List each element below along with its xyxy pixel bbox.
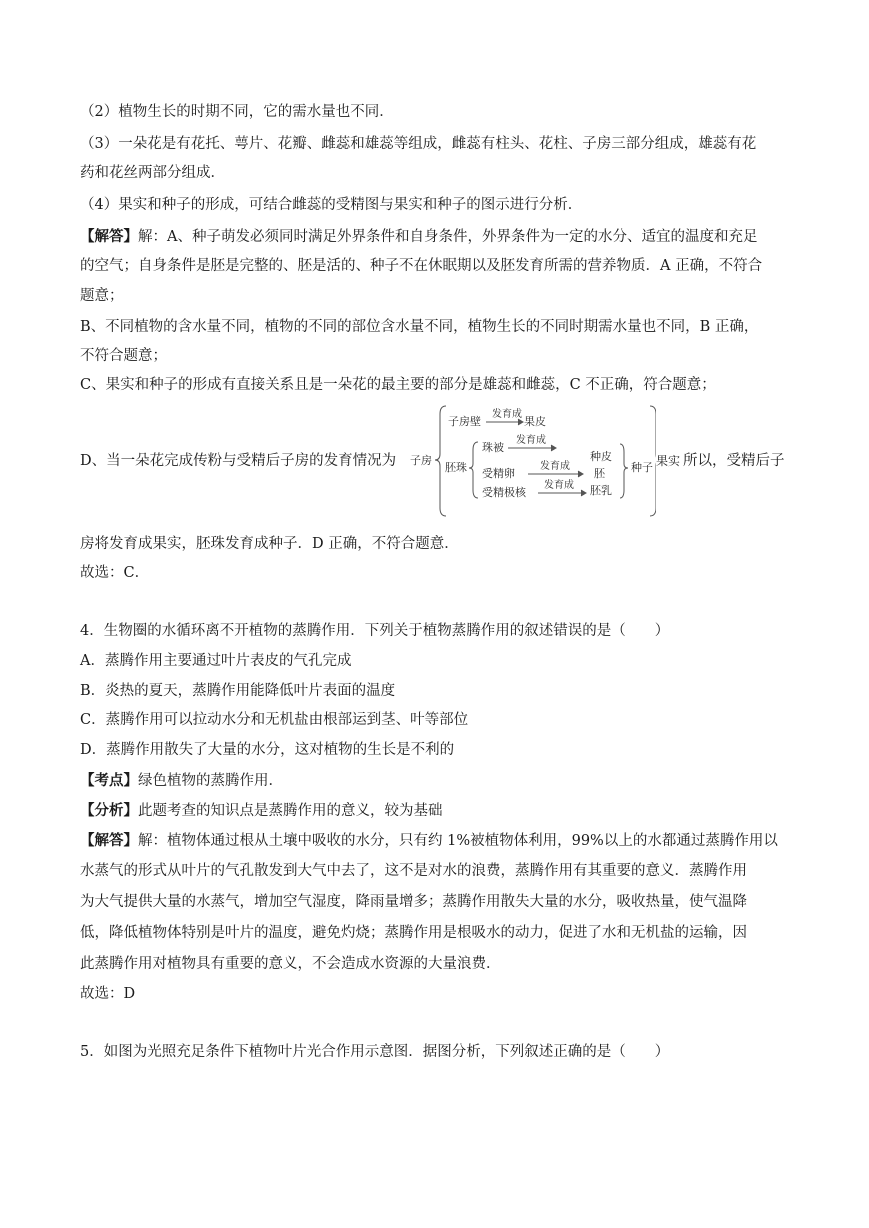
- label-pericarp: 果皮: [524, 415, 546, 428]
- question-4-option-c: C．蒸腾作用可以拉动水分和无机盐由根部运到茎、叶等部位: [80, 712, 469, 728]
- label-fertilized-egg: 受精卵: [482, 467, 515, 480]
- text-line: 故选：C．: [80, 565, 150, 581]
- text-line: 题意；: [80, 288, 124, 304]
- text-line: （2）植物生长的时期不同，它的需水量也不同．: [80, 104, 394, 120]
- label-develops-3: 发育成: [540, 461, 570, 472]
- question-4-option-b: B．炎热的夏天，蒸腾作用能降低叶片表面的温度: [80, 683, 396, 699]
- label-ovary-wall: 子房壁: [448, 415, 481, 428]
- label-develops-2: 发育成: [516, 435, 546, 446]
- label-ovule: 胚珠: [445, 461, 467, 474]
- answer-line: [80, 222, 795, 252]
- question-5-stem: 5．如图为光照充足条件下植物叶片光合作用示意图．据图分析，下列叙述正确的是（ ）: [80, 1044, 670, 1060]
- question-4-answer: 故选：D: [80, 986, 136, 1002]
- text-line: （4）果实和种子的形成，可结合雌蕊的受精图与果实和种子的图示进行分析．: [80, 197, 583, 213]
- text-line: C、果实和种子的形成有直接关系且是一朵花的最主要的部分是雄蕊和雌蕊，C 不正确，符合题意；: [80, 377, 716, 393]
- d-line-after: 所以，受精后子: [683, 453, 785, 469]
- kaodian-tag: 【考点】: [80, 772, 138, 789]
- text-line: 不符合题意；: [80, 348, 167, 364]
- label-seed: 种子: [631, 461, 653, 474]
- label-ovary: 子房: [410, 454, 432, 467]
- kaodian-line: [80, 766, 795, 796]
- fenxi-text: 此题考查的知识点是蒸腾作用的意义，较为基础: [138, 803, 443, 819]
- label-develops-4: 发育成: [544, 480, 574, 491]
- question-4-option-a: A．蒸腾作用主要通过叶片表皮的气孔完成: [80, 653, 352, 669]
- fruit-seed-development-diagram: [410, 400, 656, 522]
- label-seed-coat: 种皮: [590, 450, 612, 463]
- text-line: 此蒸腾作用对植物具有重要的意义，不会造成水资源的大量浪费．: [80, 956, 501, 972]
- text-line: 的空气；自身条件是胚是完整的、胚是活的、种子不在休眠期以及胚发育所需的营养物质．A 正确，不符合: [80, 258, 763, 274]
- d-line-before: D、当一朵花完成传粉与受精后子房的发育情况为: [80, 453, 397, 469]
- label-endosperm: 胚乳: [590, 484, 612, 497]
- kaodian-text: 绿色植物的蒸腾作用．: [138, 773, 283, 789]
- jieda-text: 解：植物体通过根从土壤中吸收的水分，只有约 1%被植物体利用，99%以上的水都通过蒸腾作用以: [138, 833, 778, 849]
- label-embryo: 胚: [594, 467, 605, 480]
- jieda-tag: 【解答】: [80, 832, 138, 849]
- answer-text: 解：A、种子萌发必须同时满足外界条件和自身条件，外界条件为一定的水分、适宜的温度和充足: [138, 229, 758, 245]
- question-4-stem: 4．生物圈的水循环离不开植物的蒸腾作用．下列关于植物蒸腾作用的叙述错误的是（ ）: [80, 623, 670, 639]
- text-line: 药和花丝两部分组成．: [80, 165, 225, 181]
- fenxi-tag: 【分析】: [80, 802, 138, 819]
- text-line: B、不同植物的含水量不同，植物的不同的部位含水量不同，植物生长的不同时期需水量也不同，B 正确，: [80, 319, 759, 335]
- text-line: 低，降低植物体特别是叶片的温度，避免灼烧；蒸腾作用是根吸水的动力，促进了水和无机盐的运输，因: [80, 925, 747, 941]
- label-develops-1: 发育成: [492, 409, 522, 420]
- label-integument: 珠被: [482, 441, 504, 454]
- question-4-option-d: D．蒸腾作用散失了大量的水分，这对植物的生长是不利的: [80, 742, 455, 758]
- answer-tag: 【解答】: [80, 228, 138, 245]
- text-line: 为大气提供大量的水蒸气，增加空气湿度，降雨量增多；蒸腾作用散失大量的水分，吸收热量，使气温降: [80, 894, 747, 910]
- jieda-line: [80, 826, 795, 856]
- text-line: （3）一朵花是有花托、萼片、花瓣、雌蕊和雄蕊等组成，雌蕊有柱头、花柱、子房三部分组成，雄蕊有花: [80, 136, 757, 152]
- fenxi-line: [80, 796, 795, 826]
- label-fruit: 果实: [656, 454, 681, 468]
- text-line: 房将发育成果实，胚珠发育成种子．D 正确，不符合题意．: [80, 536, 459, 552]
- text-line: 水蒸气的形式从叶片的气孔散发到大气中去了，这不是对水的浪费，蒸腾作用有其重要的意义．蒸腾作用: [80, 863, 747, 879]
- label-fertilized-polar: 受精极核: [482, 486, 526, 499]
